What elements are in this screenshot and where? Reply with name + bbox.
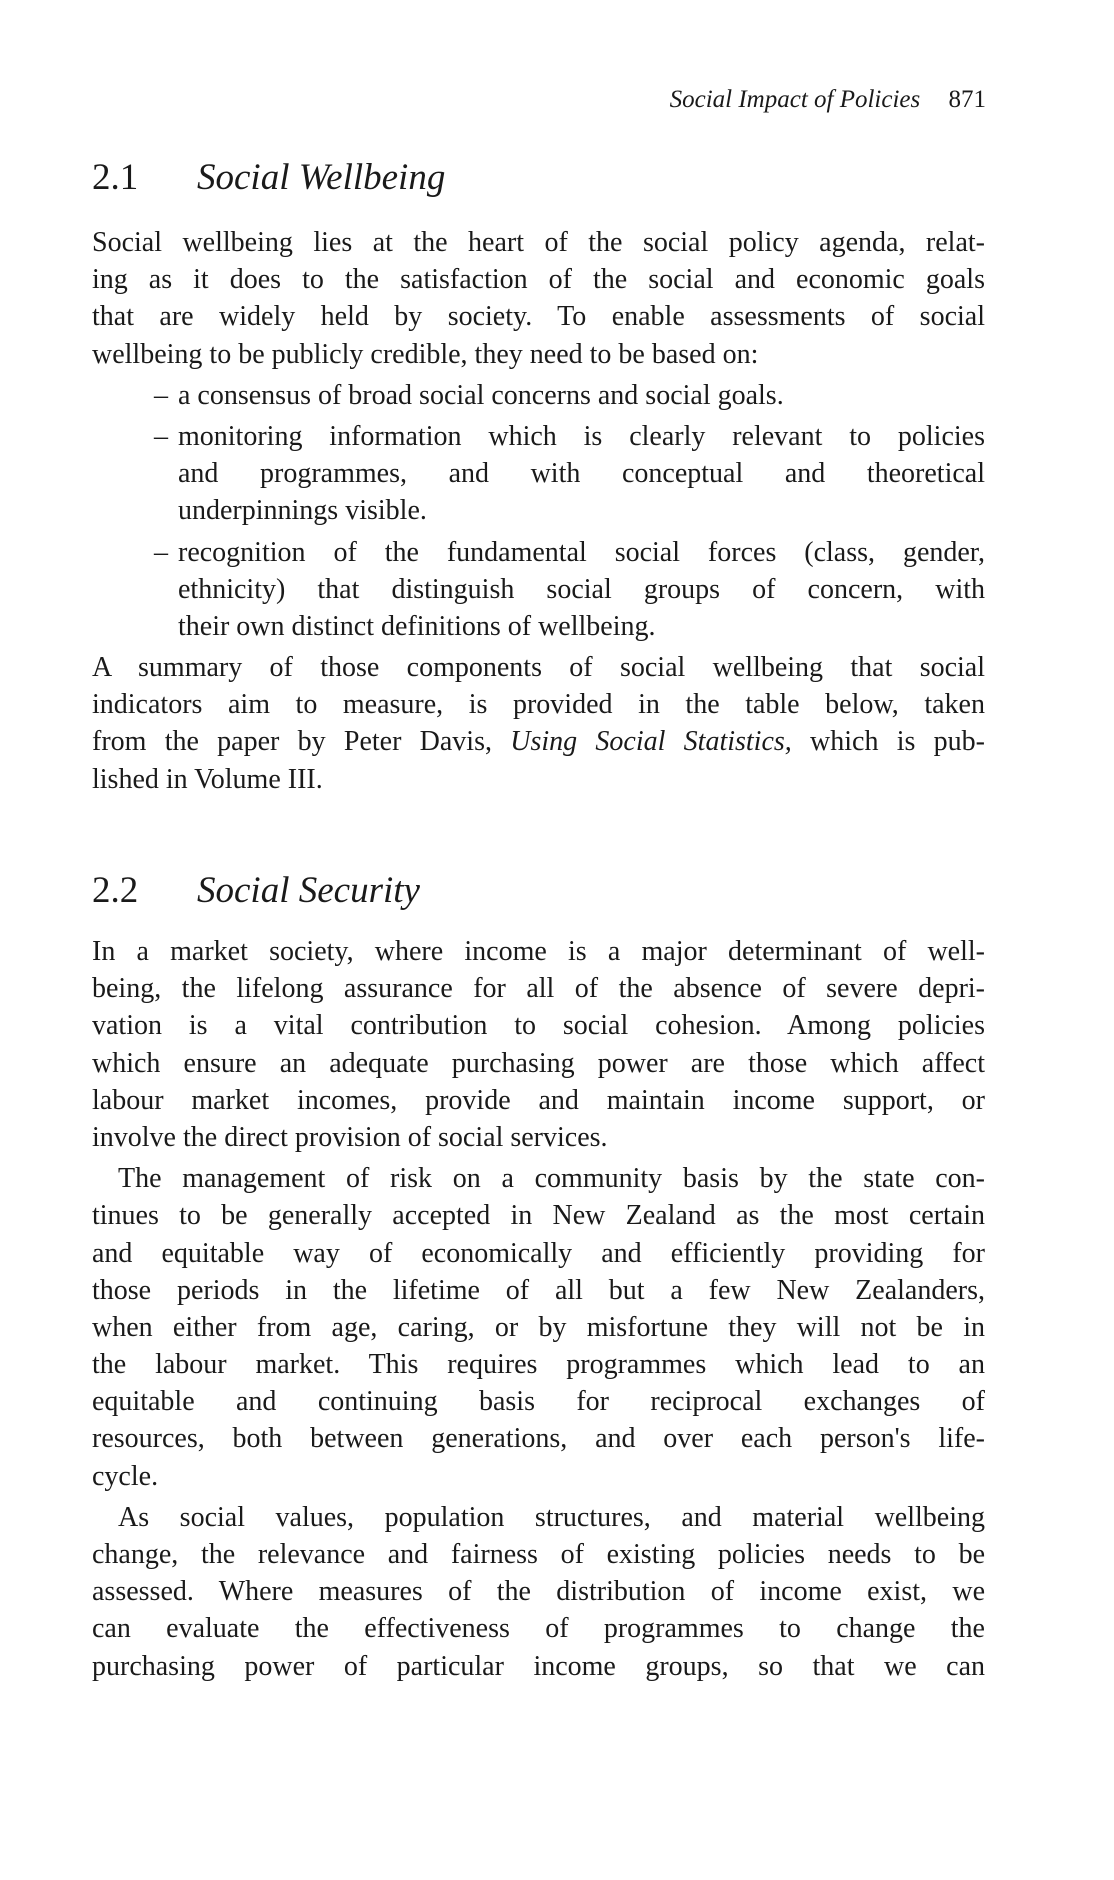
heading-spacer [92,208,985,224]
section-title: Social Wellbeing [197,157,446,198]
italic-title: Using Social Statistics, [510,726,792,758]
bullet-dash: – [154,536,168,568]
bullet-dash: – [154,420,168,452]
text-line: their own distinct definitions of wellbeing. [178,610,656,642]
text-line: tinues to be generally accepted in New Zealand as the most certain [92,1200,985,1232]
section-social-wellbeing [92,148,985,802]
bullet-item [92,418,985,530]
text-line: ethnicity) that distinguish social groups of concern, with [178,573,985,605]
text-line: that are widely held by society. To enable assessments of social [92,301,985,333]
paragraph [92,649,985,798]
text-line: those periods in the lifetime of all but a few New Zealanders, [92,1274,985,1306]
text-line: A summary of those components of social wellbeing that social [92,652,985,684]
text-line: change, the relevance and fairness of existing policies needs to be [92,1539,985,1570]
text-line: and programmes, and with conceptual and theoretical [178,458,985,490]
paragraph [92,1499,985,1685]
paragraph [92,1160,985,1495]
running-head [670,86,986,114]
text-line: ing as it does to the satisfaction of the social and economic goals [92,264,985,296]
heading-spacer [92,921,985,933]
section-number: 2.1 [92,157,139,198]
text-line: assessed. Where measures of the distribution of income exist, we [92,1576,985,1608]
text-line: purchasing power of particular income groups, so that we can [92,1650,985,1682]
text-line: and equitable way of economically and efficiently providing for [92,1237,985,1269]
text-line: labour market incomes, provide and maintain income support, or [92,1084,985,1116]
paragraph [92,933,985,1156]
section-title: Social Security [197,870,420,911]
text-line: resources, both between generations, and over each person's life- [92,1423,985,1455]
text-run: from the paper by Peter Davis, [92,726,511,758]
text-line: wellbeing to be publicly credible, they need to be based on: [92,338,759,370]
text-line: indicators aim to measure, is provided in the table below, taken [92,689,985,721]
section-heading [92,861,985,921]
bullet-item [92,377,985,414]
section-social-security [92,861,985,1689]
block-gap [92,798,985,802]
text-line: equitable and continuing basis for reciprocal exchanges of [92,1386,985,1418]
text-line: being, the lifelong assurance for all of the absence of severe depri- [92,973,985,1005]
running-head-title: Social Impact of Policies [669,86,921,113]
text-line: underpinnings visible. [178,495,427,527]
block-gap [92,1685,985,1689]
text-line: Social wellbeing lies at the heart of the social policy agenda, relat- [92,227,985,258]
text-line: vation is a vital contribution to social cohesion. Among policies [92,1010,985,1042]
text-line: monitoring information which is clearly relevant to policies [178,420,985,452]
paragraph [92,224,985,373]
text-line: recognition of the fundamental social forces (class, gender, [178,536,985,568]
text-line: which ensure an adequate purchasing power are those which affect [92,1047,985,1079]
text-line: when either from age, caring, or by misfortune they will not be in [92,1311,985,1343]
text-line: lished in Volume III. [92,763,323,795]
text-line: The management of risk on a community basis by the state con- [118,1163,985,1195]
section-number: 2.2 [92,870,139,911]
page-number: 871 [948,86,986,113]
text-line: the labour market. This requires programmes which lead to an [92,1349,985,1381]
bullet-dash: – [154,379,168,411]
text-line: a consensus of broad social concerns and social goals. [178,379,784,411]
text-line: As social values, population structures, and material wellbeing [118,1501,985,1533]
text-line: In a market society, where income is a major determinant of well- [92,936,985,967]
bullet-item [92,534,985,646]
section-heading [92,148,985,208]
text-line: involve the direct provision of social services. [92,1121,608,1153]
text-line: cycle. [92,1460,159,1492]
text-run: which is pub- [791,726,985,758]
text-line: can evaluate the effectiveness of programmes to change the [92,1613,985,1645]
text-line [92,723,985,760]
